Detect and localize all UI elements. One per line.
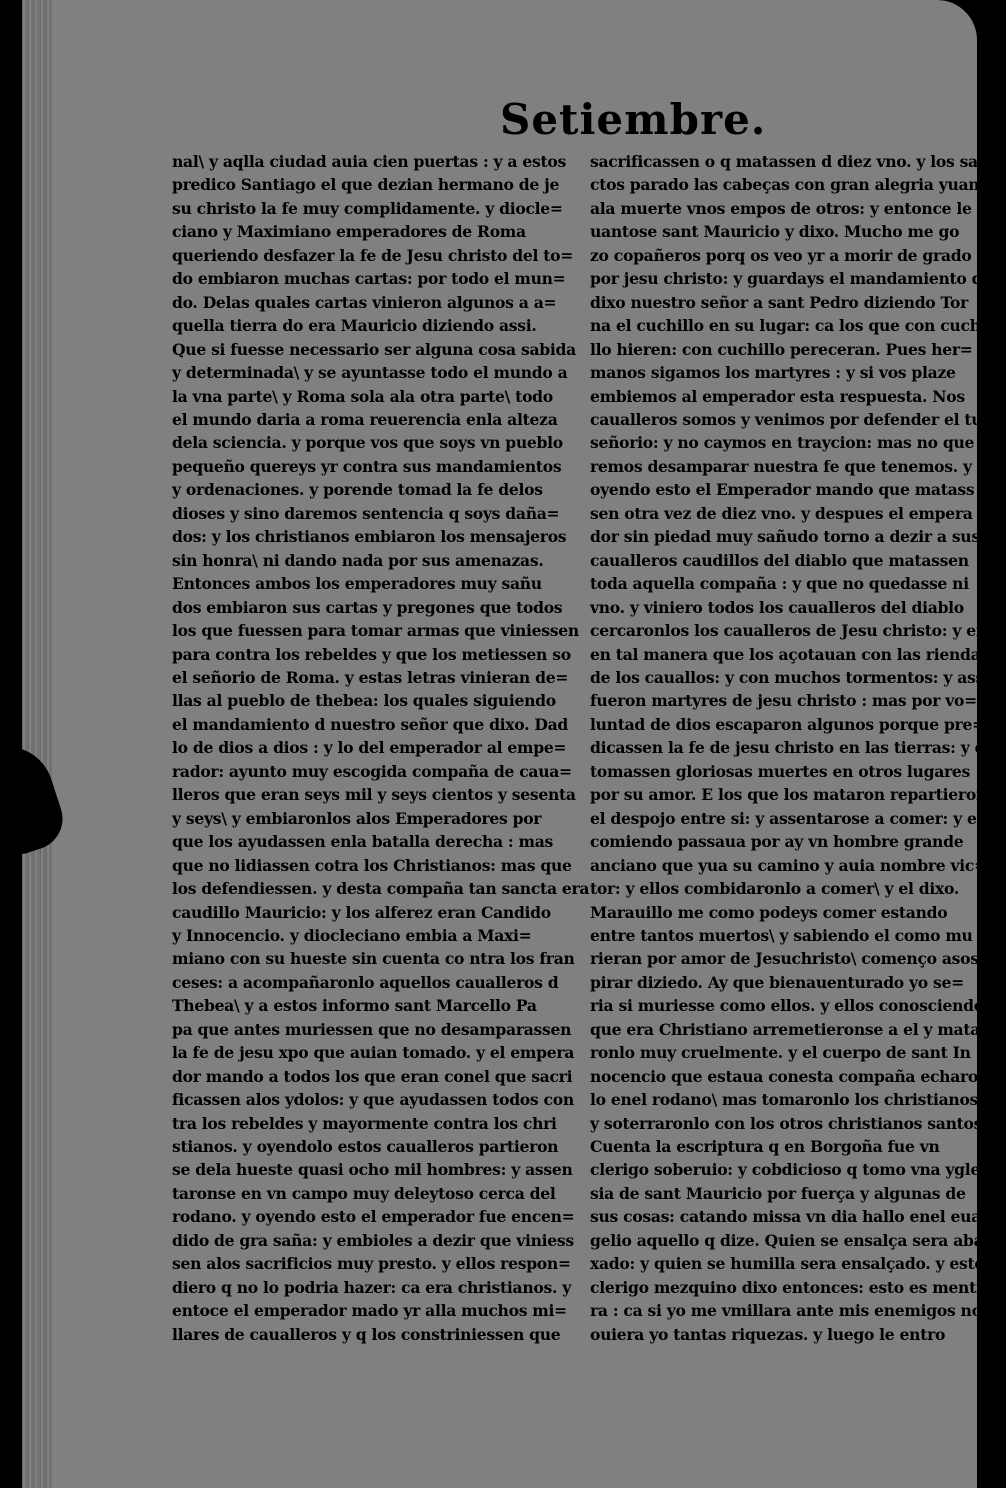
text-line: lleros que eran seys mil y seys cientos y sesenta [172, 785, 576, 805]
text-line: entoce el emperador mado yr alla muchos mi= [172, 1301, 567, 1321]
text-line: dor mando a todos los que eran conel que sacri [172, 1066, 573, 1086]
text-line: fueron martyres de jesu christo : mas por vo= [590, 691, 977, 711]
text-line: dioses y sino daremos sentencia q soys daña= [172, 503, 560, 523]
text-line: entre tantos muertos\ y sabiendo el como mu [590, 925, 973, 945]
text-line: uantose sant Mauricio y dixo. Mucho me go [590, 222, 960, 242]
text-line: dixo nuestro señor a sant Pedro diziendo Tor [590, 292, 969, 312]
text-line: tomassen gloriosas muertes en otros lugares [590, 761, 971, 781]
text-line: tor: y ellos combidaronlo a comer\ y el dixo. [590, 879, 959, 899]
text-line: caudillo Mauricio: y los alferez eran Candido [172, 902, 551, 922]
text-column-right [590, 150, 1006, 1344]
text-line: Marauillo me como podeys comer estando [590, 902, 948, 922]
text-line: dicassen la fe de jesu christo en las tierras: y que [590, 738, 1006, 758]
text-line: tra los rebeldes y mayormente contra los chri [172, 1113, 557, 1133]
text-line: ficassen alos ydolos: y que ayudassen todos con [172, 1090, 574, 1110]
text-line: na el cuchillo en su lugar: ca los que con cuchi [590, 316, 987, 336]
text-line: diero q no lo podria hazer: ca era christianos. y [172, 1277, 571, 1297]
text-line: gelio aquello q dize. Quien se ensalça sera aba [590, 1230, 984, 1250]
text-line: stianos. y oyendolo estos caualleros partieron [172, 1137, 559, 1157]
text-line: oyendo esto el Emperador mando que matass [590, 480, 975, 500]
text-line: y determinada\ y se ayuntasse todo el mundo a [172, 363, 568, 383]
text-line: luntad de dios escaparon algunos porque pre= [590, 714, 985, 734]
text-line: rador: ayunto muy escogida compaña de caua= [172, 761, 572, 781]
text-line: Thebea\ y a estos informo sant Marcello Pa [172, 996, 537, 1016]
text-line: clerigo mezquino dixo entonces: esto es menti [590, 1277, 982, 1297]
text-line: el mandamiento d nuestro señor que dixo. Dad [172, 714, 569, 734]
text-line: caualleros caudillos del diablo que matassen [590, 550, 969, 570]
text-line: caualleros somos y venimos por defender el tu [590, 409, 983, 429]
text-line: el señorio de Roma. y estas letras vinieran de= [172, 667, 569, 687]
text-line: y soterraronlo con los otros christianos santos. [590, 1113, 988, 1133]
text-column-left [172, 150, 590, 1344]
text-line: por su amor. E los que los mataron repartieron [590, 785, 987, 805]
text-line: anciano que yua su camino y auia nombre vic= [590, 855, 987, 875]
text-line: en tal manera que los açotauan con las riendas [590, 644, 989, 664]
text-line: embiemos al emperador esta respuesta. Nos [590, 386, 965, 406]
text-line: los que fuessen para tomar armas que viniessen [172, 621, 579, 641]
text-line: y seys\ y embiaronlos alos Emperadores por [172, 808, 542, 828]
text-line: llas al pueblo de thebea: los quales siguiendo [172, 691, 556, 711]
text-line: do embiaron muchas cartas: por todo el mun= [172, 269, 566, 289]
text-line: rodano. y oyendo esto el emperador fue encen= [172, 1207, 575, 1227]
text-line: pa que antes muriessen que no desamparassen [172, 1019, 572, 1039]
text-line: nocencio que estaua conesta compaña echaron [590, 1066, 990, 1086]
text-line: llares de caualleros y q los constriniessen que [172, 1324, 561, 1344]
text-line: do. Delas quales cartas vinieron algunos a a= [172, 292, 557, 312]
text-line: Entonces ambos los emperadores muy sañu [172, 574, 542, 594]
text-line: dido de gra saña: y embioles a dezir que viniess [172, 1230, 574, 1250]
text-line: el mundo daria a roma reuerencia enla alteza [172, 409, 558, 429]
text-line: vno. y viniero todos los caualleros del diablo [590, 597, 964, 617]
text-line: y ordenaciones. y porende tomad la fe delos [172, 480, 543, 500]
text-line: dor sin piedad muy sañudo torno a dezir a sus [590, 527, 980, 547]
text-line: señorio: y no caymos en traycion: mas no que [590, 433, 975, 453]
text-line: de los cauallos: y con muchos tormentos: y assi [590, 667, 990, 687]
text-line: ceses: a acompañaronlo aquellos caualleros d [172, 972, 559, 992]
text-line: sia de sant Mauricio por fuerça y algunas de [590, 1183, 966, 1203]
text-line: lo enel rodano\ mas tomaronlo los christianos [590, 1090, 979, 1110]
text-line: sacrificassen o q matassen d diez vno. y los sau [590, 152, 989, 171]
text-line: sin honra\ ni dando nada por sus amenazas. [172, 550, 544, 570]
text-line: remos desamparar nuestra fe que tenemos. y [590, 456, 972, 476]
text-line: comiendo passaua por ay vn hombre grande [590, 832, 964, 852]
text-line: queriendo desfazer la fe de Jesu christo del to= [172, 245, 573, 265]
text-line: su christo la fe muy complidamente. y diocle= [172, 198, 563, 218]
text-line: pirar diziedo. Ay que bienauenturado yo se= [590, 972, 964, 992]
text-line: ronlo muy cruelmente. y el cuerpo de sant In [590, 1043, 971, 1063]
text-line: sus cosas: catando missa vn dia hallo enel euan [590, 1207, 992, 1227]
text-line: pequeño quereys yr contra sus mandamientos [172, 456, 562, 476]
text-line: cercaronlos los caualleros de Jesu christo: y en [590, 621, 987, 641]
text-line: sen otra vez de diez vno. y despues el empera [590, 503, 973, 523]
text-line: se dela hueste quasi ocho mil hombres: y assen [172, 1160, 573, 1180]
text-line: sen alos sacrificios muy presto. y ellos respon= [172, 1254, 571, 1274]
text-line: nal\ y aqlla ciudad auia cien puertas : y a estos [172, 152, 566, 171]
text-line: ala muerte vnos empos de otros: y entonce le [590, 198, 972, 218]
text-line: que era Christiano arremetieronse a el y mata [590, 1019, 981, 1039]
text-line: la fe de jesu xpo que auian tomado. y el empera [172, 1043, 575, 1063]
text-line: toda aquella compaña : y que no quedasse ni [590, 574, 969, 594]
text-line: ria si muriesse como ellos. y ellos conosciendo [590, 996, 984, 1016]
text-line: el despojo entre si: y assentarose a comer: y ellos [590, 808, 1006, 828]
text-line: ciano y Maximiano emperadores de Roma [172, 222, 526, 242]
running-header-title: Setiembre. [500, 95, 767, 144]
text-line: para contra los rebeldes y que los metiessen so [172, 644, 571, 664]
text-line: miano con su hueste sin cuenta co ntra los fran [172, 949, 575, 969]
text-line: taronse en vn campo muy deleytoso cerca del [172, 1183, 556, 1203]
text-line: Cuenta la escriptura q en Borgoña fue vn [590, 1137, 940, 1157]
text-line: xado: y quien se humilla sera ensalçado. y este [590, 1254, 985, 1274]
page-gutter-edge [22, 0, 52, 1488]
text-line: zo copañeros porq os veo yr a morir de grado [590, 245, 972, 265]
text-line: Que si fuesse necessario ser alguna cosa sabida [172, 339, 576, 359]
text-line: manos sigamos los martyres : y si vos plaze [590, 363, 956, 383]
text-line: que no lidiassen cotra los Christianos: mas que [172, 855, 572, 875]
text-line: la vna parte\ y Roma sola ala otra parte\ todo [172, 386, 553, 406]
text-line: predico Santiago el que dezian hermano de je [172, 175, 560, 195]
text-line: ouiera yo tantas riquezas. y luego le entro [590, 1324, 946, 1344]
text-line: rieran por amor de Jesuchristo\ començo asos [590, 949, 979, 969]
text-line: los defendiessen. y desta compaña tan sancta era [172, 879, 590, 899]
text-line: quella tierra do era Mauricio diziendo assi. [172, 316, 537, 336]
text-line: llo hieren: con cuchillo pereceran. Pues her= [590, 339, 973, 359]
text-line: por jesu christo: y guardays el mandamiento q [590, 269, 983, 289]
text-line: dela sciencia. y porque vos que soys vn pueblo [172, 433, 563, 453]
text-line: ctos parado las cabeças con gran alegria yuan [590, 175, 980, 195]
text-line: y Innocencio. y diocleciano embia a Maxi= [172, 925, 532, 945]
text-line: dos: y los christianos embiaron los mensajeros [172, 527, 567, 547]
text-line: que los ayudassen enla batalla derecha : mas [172, 832, 553, 852]
text-line: ra : ca si yo me vmillara ante mis enemigos no [590, 1301, 982, 1321]
text-line: clerigo soberuio: y cobdicioso q tomo vna ygle [590, 1160, 981, 1180]
text-line: lo de dios a dios : y lo del emperador al empe= [172, 738, 567, 758]
text-line: dos embiaron sus cartas y pregones que todos [172, 597, 563, 617]
